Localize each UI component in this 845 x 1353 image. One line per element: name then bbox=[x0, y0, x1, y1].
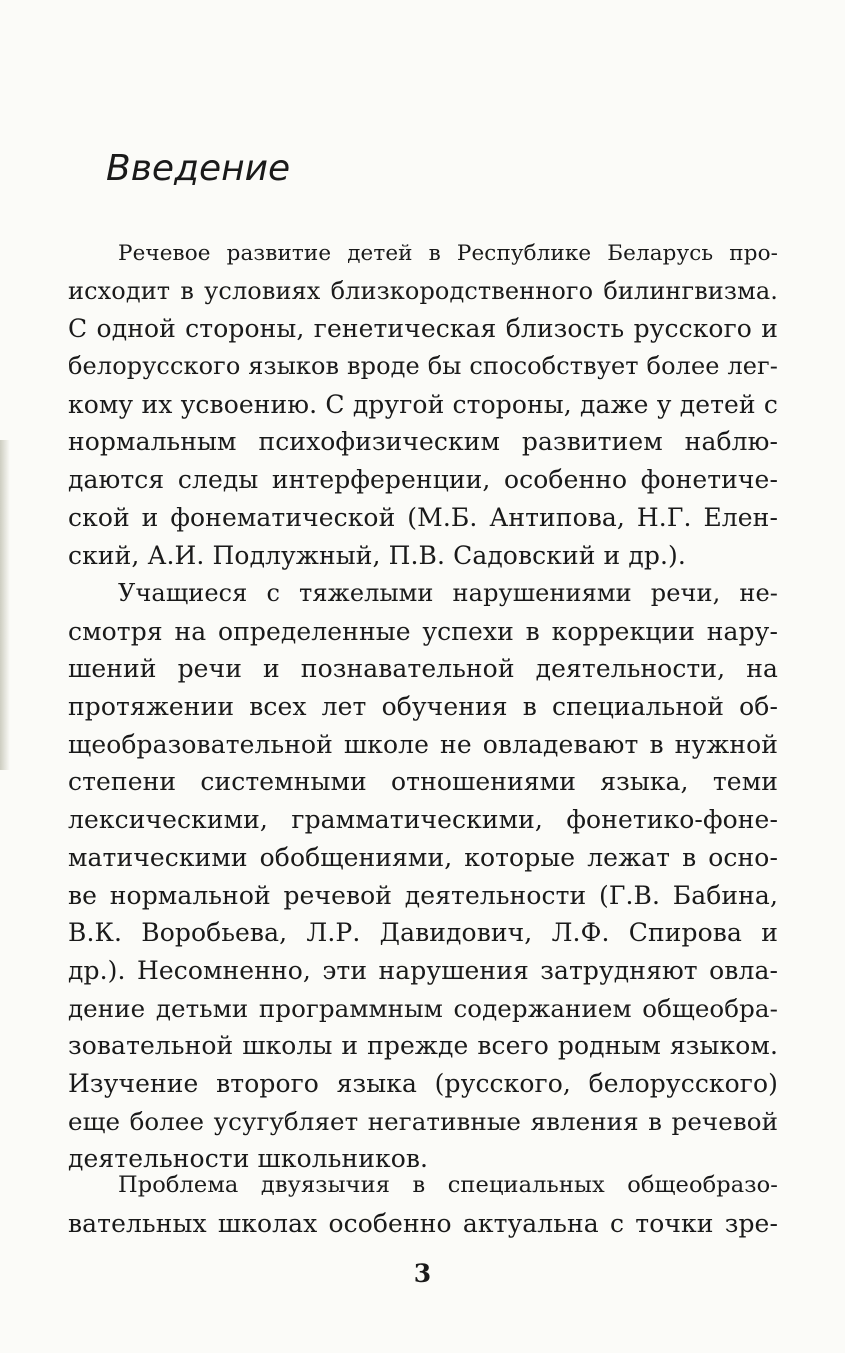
page-edge-shadow bbox=[0, 440, 10, 770]
text-line: др.). Несомненно, эти нарушения затрудняют овла- bbox=[68, 955, 778, 985]
page-number: 3 bbox=[413, 1259, 432, 1288]
text-line: В.К. Воробьева, Л.Р. Давидович, Л.Ф. Спирова и bbox=[68, 918, 778, 948]
text-line: С одной стороны, генетическая близость русского и bbox=[68, 314, 778, 344]
text-line: смотря на определенные успехи в коррекции нару- bbox=[68, 616, 778, 646]
text-line: даются следы интерференции, особенно фонетиче- bbox=[68, 465, 778, 495]
paragraph-3 bbox=[68, 1167, 778, 1242]
chapter-heading: Введение bbox=[106, 148, 291, 189]
text-line: Изучение второго языка (русского, белорусского) bbox=[68, 1068, 778, 1098]
text-line: лексическими, грамматическими, фонетико-фоне- bbox=[68, 805, 778, 835]
text-line: матическими обобщениями, которые лежат в осно- bbox=[68, 842, 778, 872]
text-line: Речевое развитие детей в Республике Беларусь про- bbox=[118, 241, 778, 266]
text-line: деятельности школьников. bbox=[68, 1144, 429, 1174]
text-line: ской и фонематической (М.Б. Антипова, Н.Г. Елен- bbox=[68, 502, 778, 532]
text-line: вательных школах особенно актуальна с точки зре- bbox=[68, 1208, 778, 1238]
text-line: кому их усвоению. С другой стороны, даже у детей с bbox=[68, 389, 778, 419]
text-line: дение детьми программным содержанием общеобра- bbox=[68, 993, 778, 1023]
text-line: еще более усугубляет негативные явления в речевой bbox=[68, 1106, 778, 1136]
text-line: нормальным психофизическим развитием наблю- bbox=[68, 427, 778, 457]
text-line: ве нормальной речевой деятельности (Г.В. Бабина, bbox=[68, 880, 778, 910]
text-line: белорусского языков вроде бы способствует более лег- bbox=[68, 352, 778, 381]
paragraph-2 bbox=[68, 575, 778, 1178]
text-line: Учащиеся с тяжелыми нарушениями речи, не- bbox=[118, 579, 778, 607]
paragraph-1 bbox=[68, 235, 778, 574]
text-line: исходит в условиях близкородственного билингвизма. bbox=[68, 276, 778, 305]
text-line: Проблема двуязычия в специальных общеобразо- bbox=[118, 1172, 778, 1198]
text-line: шений речи и познавательной деятельности, на bbox=[68, 654, 778, 684]
text-line: ский, А.И. Подлужный, П.В. Садовский и др.). bbox=[68, 540, 686, 570]
text-line: зовательной школы и прежде всего родным языком. bbox=[68, 1031, 778, 1061]
text-line: щеобразовательной школе не овладевают в нужной bbox=[68, 729, 778, 759]
text-line: протяжении всех лет обучения в специальной об- bbox=[68, 692, 778, 722]
text-line: степени системными отношениями языка, теми bbox=[68, 767, 778, 797]
